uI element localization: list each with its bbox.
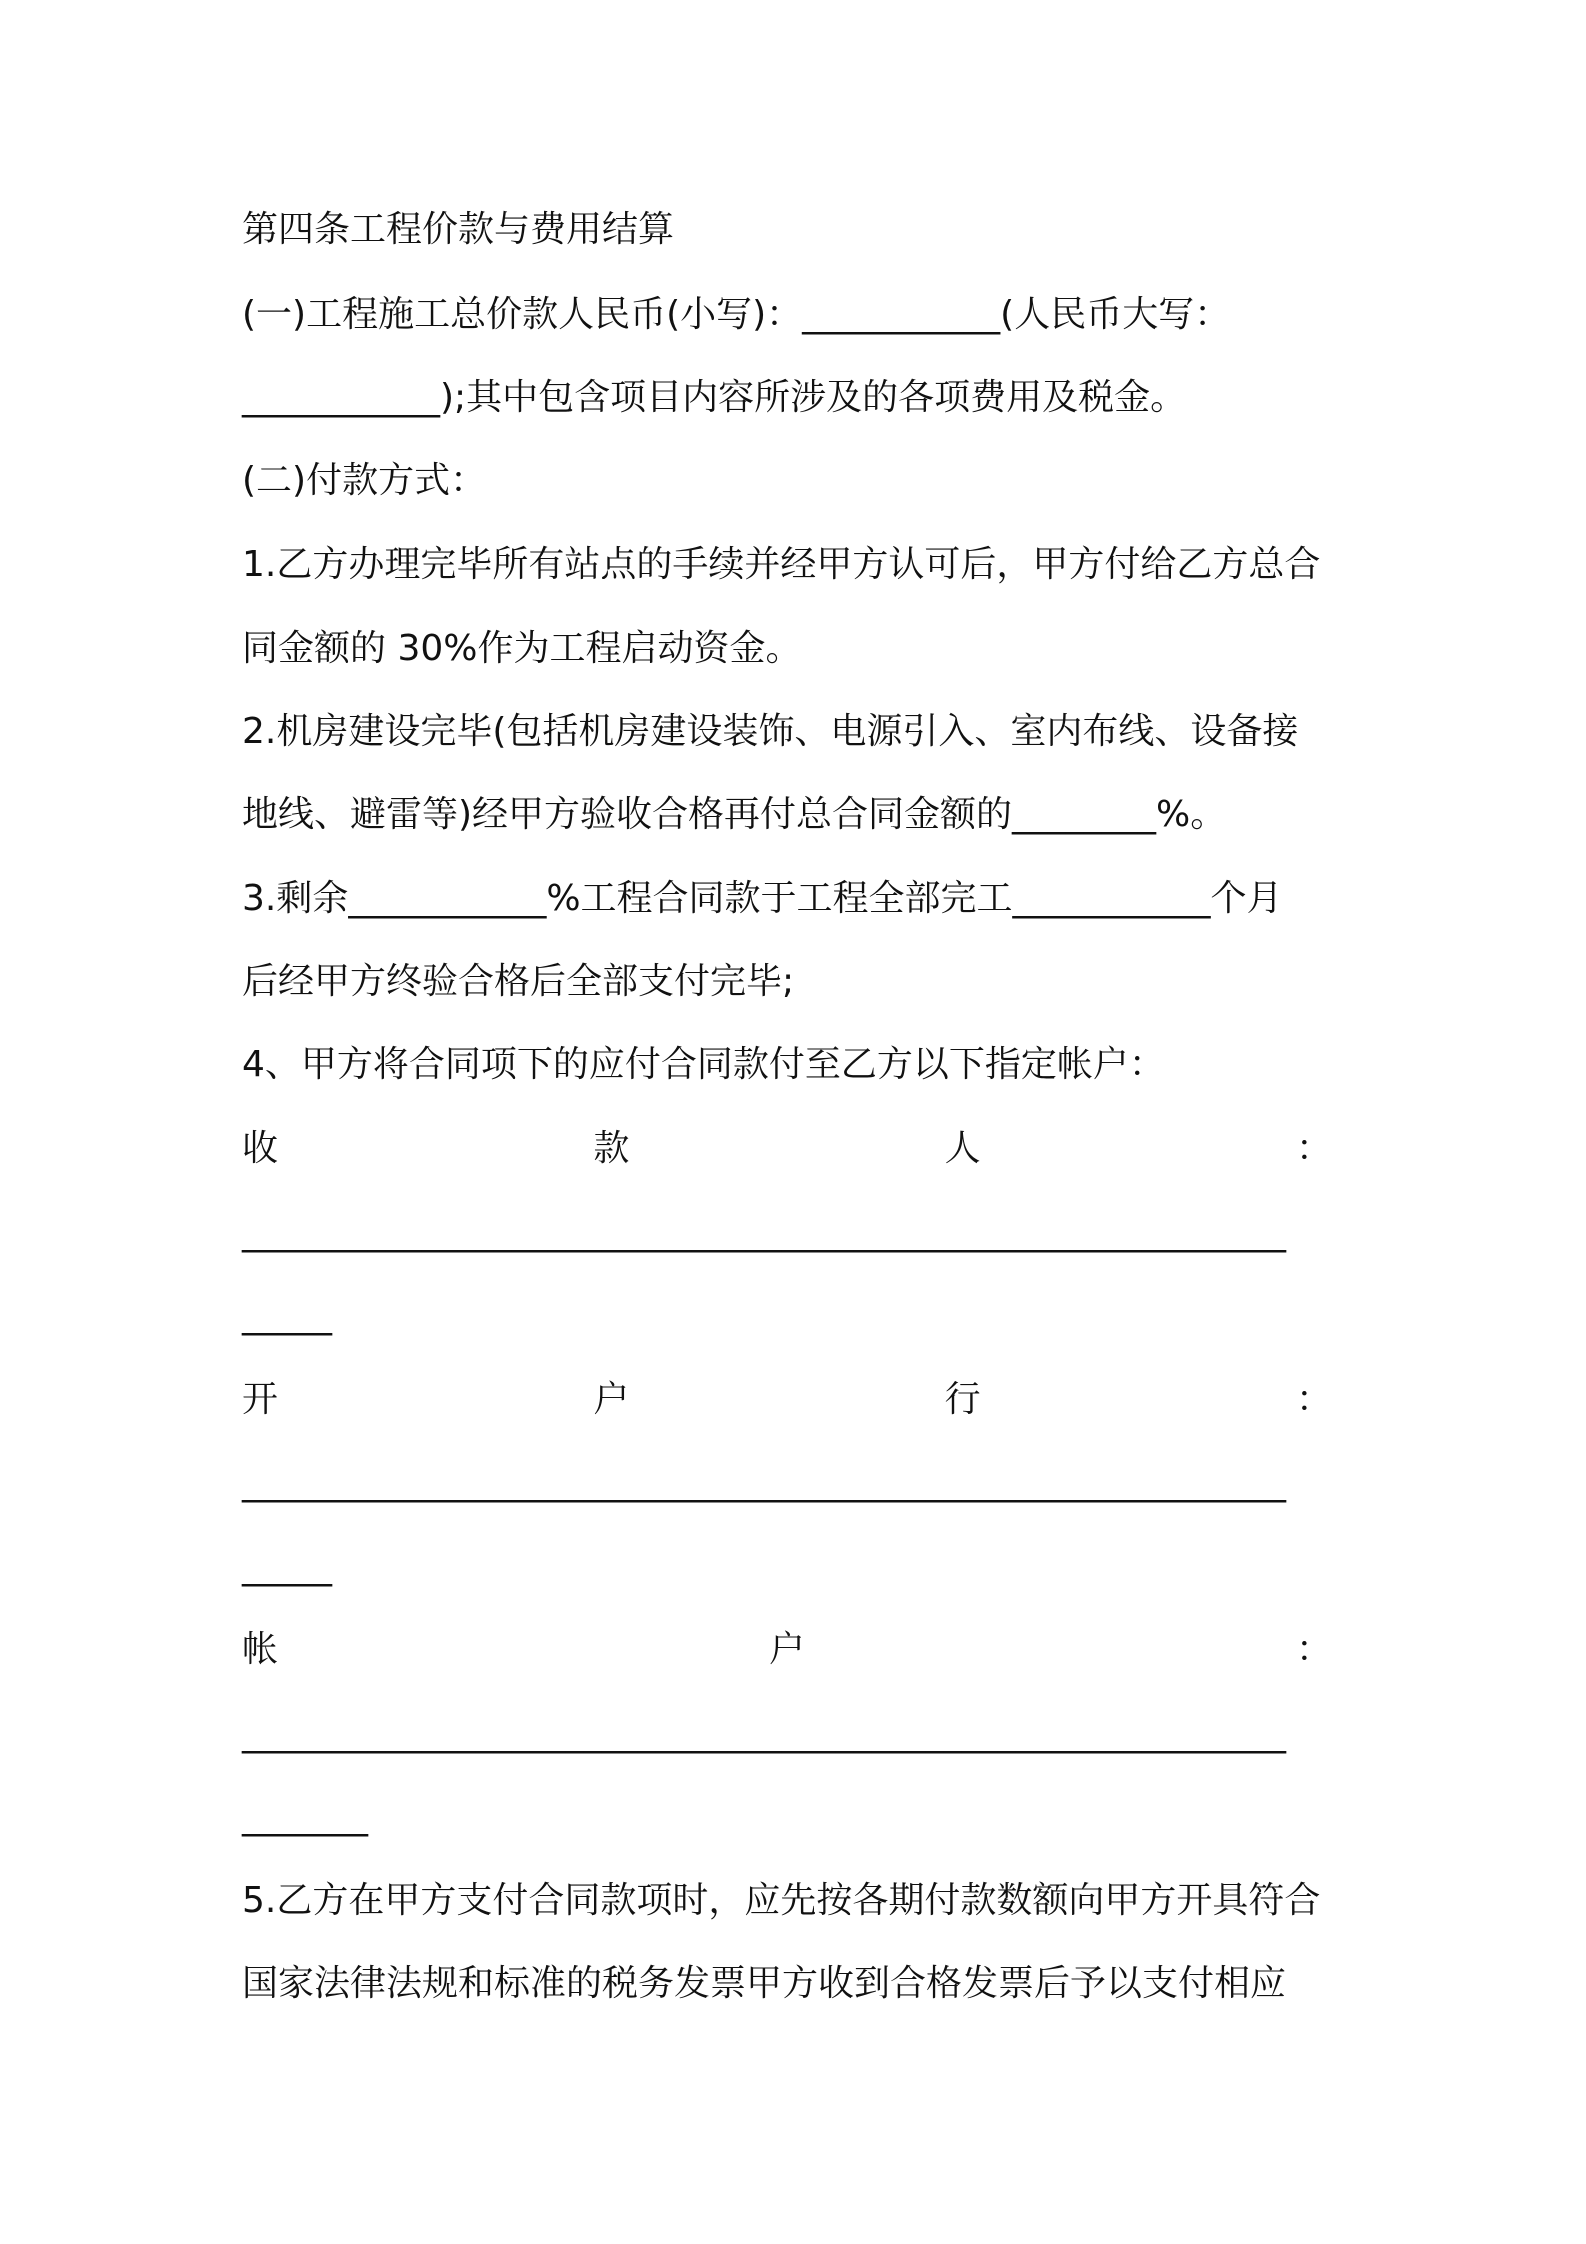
- bank-blank: _____: [242, 1546, 332, 1587]
- paragraph-line: (二)付款方式：: [242, 460, 487, 501]
- paragraph-line: (一)工程施工总价款人民币(小写)：___________(人民币大写：: [242, 294, 1231, 335]
- account-colon: ：: [1295, 1629, 1332, 1670]
- payee-char: 人: [944, 1128, 981, 1169]
- account-char: 户: [768, 1629, 805, 1670]
- paragraph-line: 国家法律法规和标准的税务发票甲方收到合格发票后予以支付相应: [242, 1963, 1287, 2004]
- paragraph-line: 1.乙方办理完毕所有站点的手续并经甲方认可后，甲方付给乙方总合: [242, 544, 1321, 585]
- bank-char: 行: [944, 1379, 981, 1420]
- bank-colon: ：: [1295, 1379, 1332, 1420]
- paragraph-line: 2.机房建设完毕(包括机房建设装饰、电源引入、室内布线、设备接: [242, 711, 1299, 752]
- paragraph-line: 4、甲方将合同项下的应付合同款付至乙方以下指定帐户：: [242, 1044, 1165, 1085]
- paragraph-line: 同金额的 30%作为工程启动资金。: [242, 628, 802, 669]
- payee-blank: _____: [242, 1295, 332, 1336]
- paragraph-line: ___________);其中包含项目内容所涉及的各项费用及税金。: [242, 377, 1187, 418]
- bank-label: [242, 1377, 1332, 1423]
- bank-char: 开: [242, 1379, 279, 1420]
- account-blank: _______: [242, 1796, 368, 1837]
- bank-blank: __________________________________________________________: [242, 1462, 1286, 1503]
- payee-label: [242, 1126, 1332, 1172]
- paragraph-line: 地线、避雷等)经甲方验收合格再付总合同金额的________%。: [242, 794, 1227, 835]
- payee-char: 收: [242, 1128, 279, 1169]
- payee-char: 款: [593, 1128, 630, 1169]
- payee-blank: __________________________________________________________: [242, 1212, 1286, 1253]
- paragraph-line: 5.乙方在甲方支付合同款项时，应先按各期付款数额向甲方开具符合: [242, 1880, 1321, 1921]
- bank-char: 户: [593, 1379, 630, 1420]
- payee-colon: ：: [1295, 1128, 1332, 1169]
- section-heading: 第四条工程价款与费用结算: [242, 209, 675, 250]
- paragraph-line: 后经甲方终验合格后全部支付完毕;: [242, 961, 795, 1002]
- paragraph-line: 3.剩余___________%工程合同款于工程全部完工___________个月: [242, 878, 1283, 919]
- account-char: 帐: [242, 1629, 279, 1670]
- account-blank: __________________________________________________________: [242, 1713, 1286, 1754]
- account-label: [242, 1627, 1332, 1673]
